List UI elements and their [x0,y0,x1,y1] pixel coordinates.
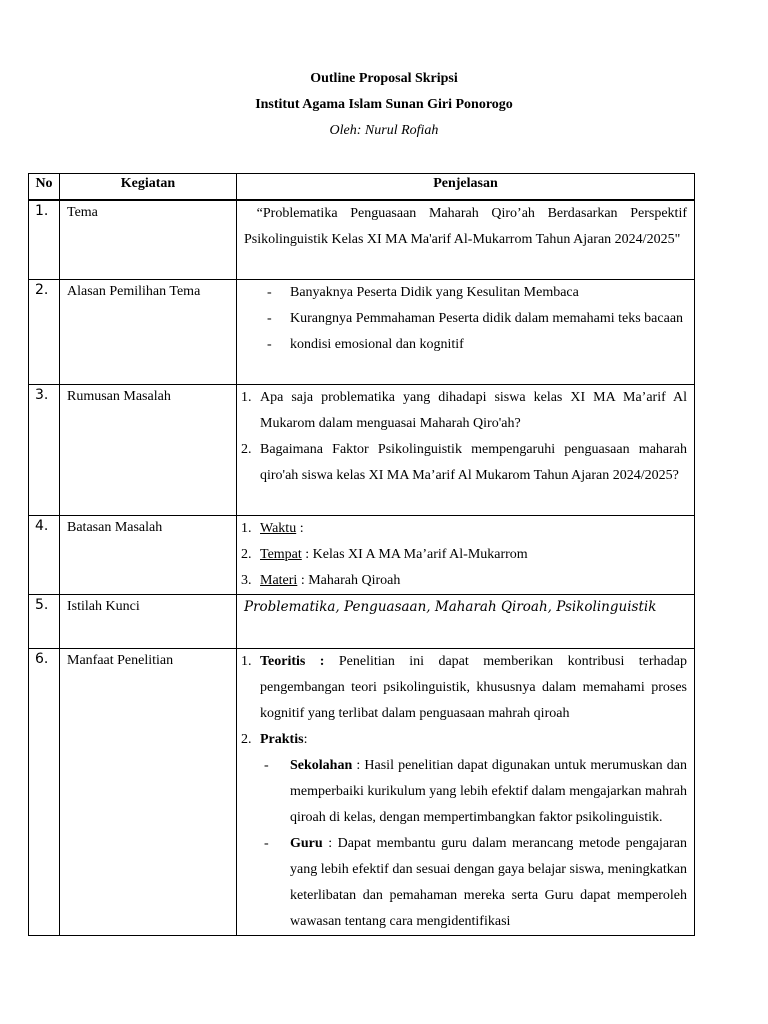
item-label: Materi [260,573,298,588]
institution-name: Institut Agama Islam Sunan Giri Ponorogo [255,97,513,112]
list-item [241,568,687,594]
table-row [29,385,695,516]
list-item [260,753,687,831]
table-header-row [29,174,695,201]
table-row [29,595,695,649]
table-row [29,516,695,595]
istilah-kunci-text: Problematika, Penguasaan, Maharah Qiroah, Psikolinguistik [244,599,657,615]
item-text: : Maharah Qiroah [297,573,401,588]
table-row [29,200,695,280]
number-marker: 2. [241,547,252,562]
praktis-label: Praktis [260,732,304,747]
number-marker: 1. [241,390,252,405]
document-title: Outline Proposal Skripsi [310,71,458,86]
item-text: : Hasil penelitian dapat digunakan untuk merumuskan dan memperbaiki kurikulum yang lebih efektif dalam mengajarkan mahrah qiroah di kelas, dengan mempertimbangkan faktor psikolinguistik. [290,758,687,825]
rumusan-list [241,385,687,489]
praktis-list [260,753,687,935]
dash-marker: - [267,311,272,326]
list-item-text: Kurangnya Pemmahaman Peserta didik dalam memahami teks bacaan [290,311,684,326]
row-kegiatan: Manfaat Penelitian [60,649,237,936]
list-item [241,385,687,437]
row-penjelasan [237,280,695,385]
alasan-list [244,280,687,358]
manfaat-list [241,649,687,935]
teoritis-label: Teoritis : [260,654,325,669]
author-line: Oleh: Nurul Rofiah [329,123,439,138]
row-number: 5. [29,595,60,649]
list-item-text: kondisi emosional dan kognitif [290,337,464,352]
column-header-no: No [29,174,60,201]
item-label: Sekolahan [290,758,353,773]
number-marker: 2. [241,442,252,457]
row-number: 1. [29,200,60,280]
list-item [244,332,687,358]
item-text: : [296,521,304,536]
row-penjelasan [237,649,695,936]
table-row [29,649,695,936]
praktis-colon: : [303,732,308,747]
row-penjelasan [237,200,695,280]
list-item [244,280,687,306]
number-marker: 1. [241,654,252,669]
row-penjelasan [237,516,695,595]
row-kegiatan: Tema [60,200,237,280]
column-header-penjelasan: Penjelasan [237,174,695,201]
batasan-list [241,516,687,594]
row-penjelasan [237,595,695,649]
row-number: 4. [29,516,60,595]
row-kegiatan: Rumusan Masalah [60,385,237,516]
item-text: : Kelas XI A MA Ma’arif Al-Mukarrom [301,547,528,562]
teoritis-text: Penelitian ini dapat memberikan kontribusi terhadap pengembangan teori psikolinguistik, khususnya dalam memahami proses kognitif yang terlibat dalam penguasaan mahrah qiroah [260,654,687,721]
item-label: Waktu [260,521,297,536]
dash-marker: - [264,836,269,851]
list-item-text: Bagaimana Faktor Psikolinguistik mempengaruhi penguasaan maharah qiro'ah siswa kelas XI MA Ma’arif Al Mukarom Tahun Ajaran 2024/2025? [260,442,687,483]
item-label: Guru [290,836,323,851]
row-kegiatan: Istilah Kunci [60,595,237,649]
list-item [260,831,687,935]
item-text: : Dapat membantu guru dalam merancang metode pengajaran yang lebih efektif dan sesuai dengan gaya belajar siswa, meningkatkan keterlibatan dan pemahaman mereka serta Guru dapat memperoleh wawasan tentang cara mengidentifikasi [290,836,687,929]
outline-table [28,173,695,936]
column-header-kegiatan: Kegiatan [60,174,237,201]
number-marker: 3. [241,573,252,588]
number-marker: 2. [241,732,252,747]
row-number: 6. [29,649,60,936]
list-item-text: Banyaknya Peserta Didik yang Kesulitan Membaca [290,285,579,300]
row-kegiatan: Alasan Pemilihan Tema [60,280,237,385]
table-row [29,280,695,385]
list-item [241,437,687,489]
dash-marker: - [267,285,272,300]
number-marker: 1. [241,521,252,536]
dash-marker: - [264,758,269,773]
list-item-text: Apa saja problematika yang dihadapi siswa kelas XI MA Ma’arif Al Mukarom dalam menguasai Maharah Qiro'ah? [260,390,687,431]
row-number: 3. [29,385,60,516]
tema-text: “Problematika Penguasaan Maharah Qiro’ah Berdasarkan Perspektif Psikolinguistik Kelas XI MA Ma'arif Al-Mukarrom Tahun Ajaran 2024/2025" [244,206,691,247]
list-item [241,727,687,935]
row-number: 2. [29,280,60,385]
dash-marker: - [267,337,272,352]
list-item [241,542,687,568]
list-item [244,306,687,332]
list-item [241,649,687,727]
row-kegiatan: Batasan Masalah [60,516,237,595]
item-label: Tempat [260,547,302,562]
list-item [241,516,687,542]
row-penjelasan [237,385,695,516]
